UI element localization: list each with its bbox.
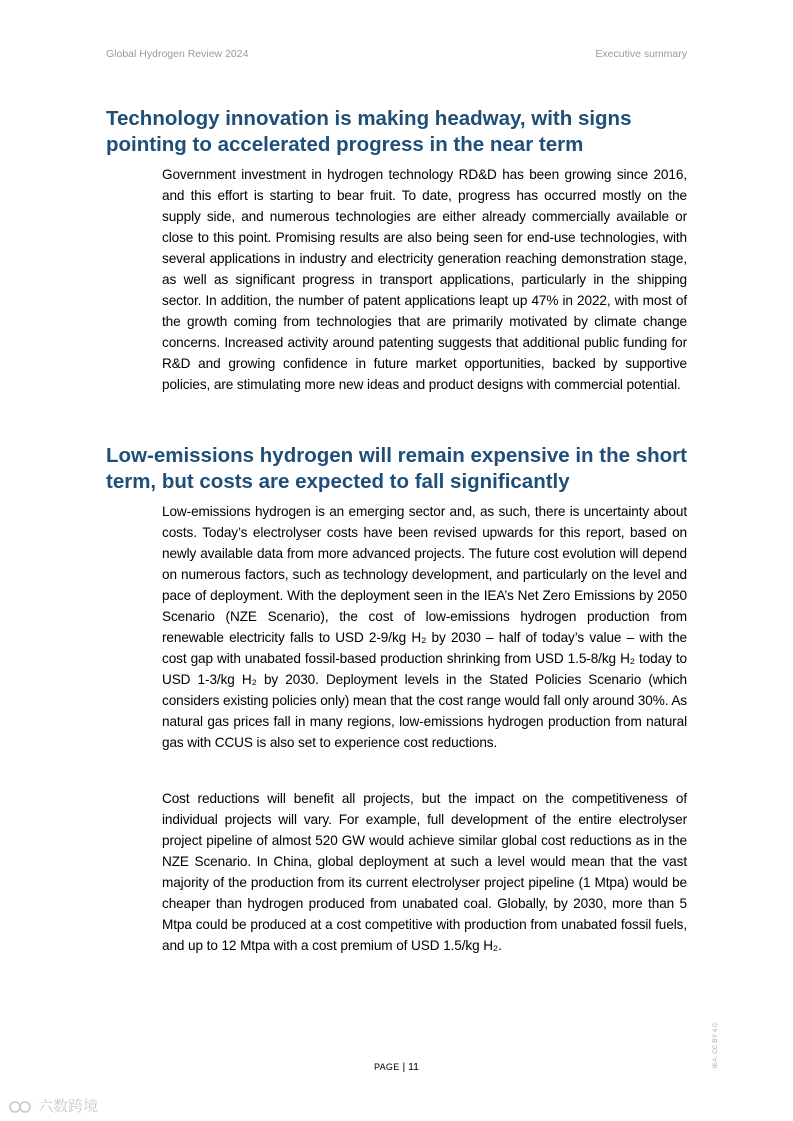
watermark-text: 六数跨境: [38, 1098, 99, 1115]
paragraph-hydrogen-costs: Low-emissions hydrogen is an emerging sector and, as such, there is uncertainty about costs. Today’s electrolyser costs have been revised upwards for this report, based on newly available data from more advanced projects. The future cost evolution will depend on numerous factors, such as technology development, and particularly on the level and pace of deployment. With the deployment seen in the IEA’s Net Zero Emissions by 2050 Scenario (NZE Scenario), the cost of low-emissions hydrogen production from renewable electricity falls to USD 2-9/kg H₂ by 2030 – half of today’s value – with the cost gap with unabated fossil-based production shrinking from USD 1.5-8/kg H₂ today to USD 1-3/kg H₂ by 2030. Deployment levels in the Stated Policies Scenario (which considers existing policies only) mean that the cost range would fall only around 30%. As natural gas prices fall in many regions, low-emissions hydrogen production from natural gas with CCUS is also set to experience cost reductions.: [162, 504, 687, 750]
watermark-logo-icon: [8, 1100, 34, 1114]
page-number: 11: [408, 1061, 419, 1073]
running-header-title: Global Hydrogen Review 2024: [106, 48, 249, 60]
section-heading-hydrogen-costs: Low-emissions hydrogen will remain expensive in the short term, but costs are expected to fall significantly: [106, 444, 687, 493]
page-separator: |: [399, 1061, 409, 1073]
paragraph-cost-reductions: Cost reductions will benefit all projects, but the impact on the competitiveness of individual projects will vary. For example, full development of the entire electrolyser project pipeline of almost 520 GW would achieve similar global cost reductions as in the NZE Scenario. In China, global deployment at such a level would mean that the vast majority of the production from its current electrolyser project pipeline (1 Mtpa) would be cheaper than hydrogen produced from unabated coal. Globally, by 2030, more than 5 Mtpa could be produced at a cost competitive with production from unabated fossil fuels, and up to 12 Mtpa with a cost premium of USD 1.5/kg H₂.: [162, 791, 687, 953]
section-heading-technology-innovation: Technology innovation is making headway, with signs pointing to accelerated progress in the near term: [106, 107, 632, 156]
paragraph-technology-innovation: Government investment in hydrogen technology RD&D has been growing since 2016, and this effort is starting to bear fruit. To date, progress has occurred mostly on the supply side, and numerous technologies are either already commercially available or close to this point. Promising results are also being seen for end-use technologies, with several applications in industry and electricity generation reaching demonstration stage, as well as significant progress in transport applications, particularly in the shipping sector. In addition, the number of patent applications leapt up 47% in 2022, with most of the growth coming from technologies that are primarily motivated by climate change concerns. Increased activity around patenting suggests that additional public funding for R&D and growing confidence in future market opportunities, backed by supportive policies, are stimulating more new ideas and product designs with commercial potential.: [162, 167, 687, 392]
page-footer: [0, 1061, 793, 1073]
watermark: [8, 1095, 98, 1116]
running-header-section: Executive summary: [595, 48, 687, 60]
page-label: PAGE: [373, 1062, 400, 1072]
license-note: IEA. CC BY 4.0.: [712, 1021, 719, 1068]
